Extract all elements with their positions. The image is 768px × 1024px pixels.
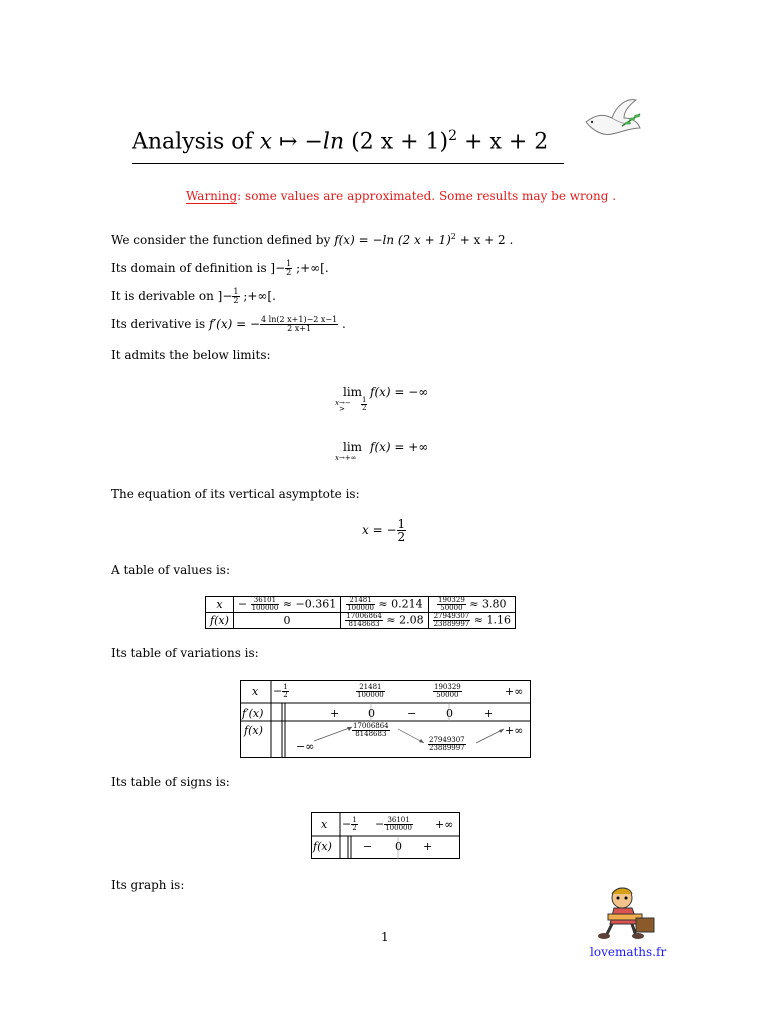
table-cell: − $\frac{36101}{100000}$ ≈ −0.361 — [233, 597, 340, 613]
table-cell: $\frac{21481}{100000}$ ≈ 0.214 — [341, 597, 428, 613]
table-cell: $\frac{27949307}{23889997}$ ≈ 1.16 — [428, 613, 515, 629]
limit-right: lim x→+∞ f(x) = +∞ — [335, 440, 429, 462]
mascot-logo — [592, 884, 660, 940]
dove-logo — [582, 92, 644, 144]
variations-intro: Its table of variations is: — [111, 646, 259, 660]
signs-intro: Its table of signs is: — [111, 775, 230, 789]
table-cell: 0 — [233, 613, 340, 629]
limit-left: lim x→− > $\frac{1}{2}$ f(x) = −∞ — [335, 385, 429, 413]
table-cell: $\frac{17006864}{8148683}$ ≈ 2.08 — [341, 613, 428, 629]
domain-line: Its domain of definition is ]− $\frac{1}{2}$ ;+∞[. — [111, 259, 329, 277]
table-row — [206, 613, 516, 629]
asymptote-equation: x = − $\frac{1}{2}$ — [362, 517, 406, 544]
table-row — [206, 597, 516, 613]
warning-label: Warning — [186, 189, 238, 203]
table-cell: $\frac{190329}{50000}$ ≈ 3.80 — [428, 597, 515, 613]
function-definition: We consider the function defined by f(x) = −ln (2 x + 1)$^2$ + x + 2 . — [111, 232, 514, 247]
values-table — [205, 596, 516, 629]
warning-message — [186, 189, 616, 203]
derivative-line: Its derivative is f′(x) = − $\frac{4 \ln(2 x+1)-2 x-1}{2 x+1}$ . — [111, 315, 346, 333]
signs-table: x − $\frac{1}{2}$ − $\frac{36101}{100000}$ +∞ f(x) − 0 + — [311, 812, 460, 859]
warning-text: : some values are approximated. Some results may be wrong . — [237, 189, 617, 203]
page-number: 1 — [381, 930, 389, 944]
page-title: Analysis of x ↦ −ln (2 x + 1)$^2$ + x + 2 — [132, 128, 549, 155]
site-link[interactable]: lovemaths.fr — [590, 945, 667, 959]
asymptote-intro: The equation of its vertical asymptote is: — [111, 487, 360, 501]
variations-table: x − $\frac{1}{2}$ $\frac{21481}{100000}$ $\frac{190329}{50000}$ +∞ f′(x) + 0 − 0 + f(x) −∞ $\frac{17006864}{8148683}$ $\frac{27949307}{23889997}$ +∞ — [240, 680, 531, 758]
derivable-line: It is derivable on ]− $\frac{1}{2}$ ;+∞[. — [111, 287, 276, 305]
table-cell: f(x) — [206, 613, 234, 629]
values-intro: A table of values is: — [111, 563, 230, 577]
title-underline — [132, 163, 564, 164]
graph-intro: Its graph is: — [111, 878, 185, 892]
table-cell: x — [206, 597, 234, 613]
limits-intro: It admits the below limits: — [111, 348, 271, 362]
